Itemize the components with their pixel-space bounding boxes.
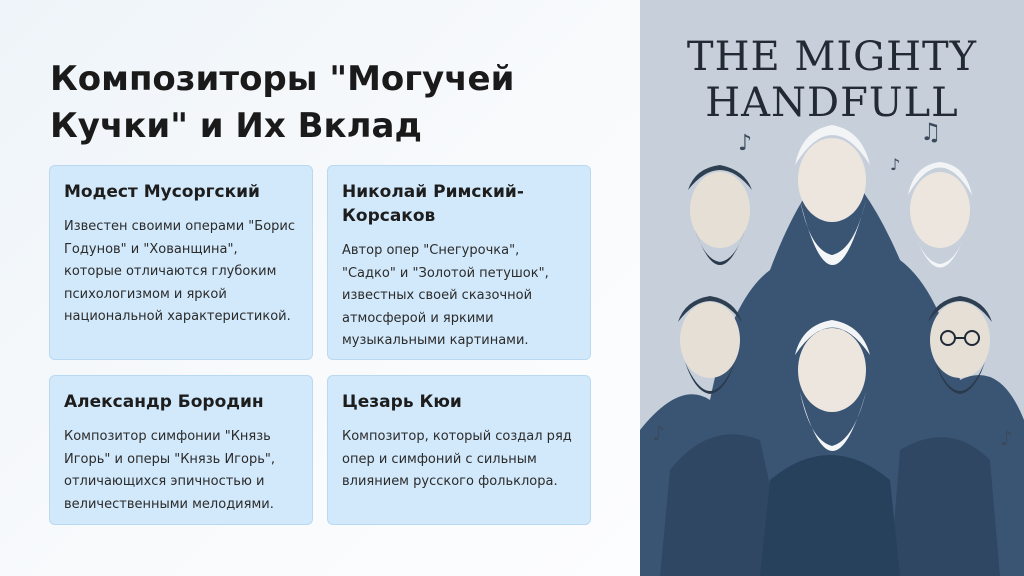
svg-text:♪: ♪	[890, 155, 901, 174]
composer-name: Цезарь Кюи	[342, 392, 462, 412]
composer-description: Композитор, который создал ряд опер и симфоний с сильным влиянием русского фольклора.	[342, 429, 572, 489]
composer-card-cui	[327, 375, 591, 525]
composer-description: Известен своими операми "Борис Годунов" и "Хованщина", которые отличаются глубоким психологизмом и яркой национальной характеристикой.	[64, 219, 296, 324]
composer-description: Автор опер "Снегурочка", "Садко" и "Золотой петушок", известных своей сказочной атмосферой и яркими музыкальными картинами.	[342, 243, 549, 348]
composer-name: Александр Бородин	[64, 392, 264, 412]
composer-name: Николай Римский-Корсаков	[342, 182, 524, 226]
composer-name: Модест Мусоргский	[64, 182, 260, 202]
svg-text:♪: ♪	[652, 421, 665, 445]
svg-text:♪: ♪	[1000, 426, 1013, 450]
composer-card-rimsky-korsakov	[327, 165, 591, 360]
poster-title-line2: HANDFULL	[705, 80, 959, 126]
composer-card-borodin	[49, 375, 313, 525]
svg-text:♫: ♫	[920, 118, 942, 146]
slide-title: Композиторы "Могучей Кучки" и Их Вклад	[50, 59, 515, 146]
poster-image	[640, 0, 1024, 576]
svg-text:♪: ♪	[738, 131, 753, 156]
poster-title-line1: THE MIGHTY	[686, 34, 978, 80]
composer-card-mussorgsky	[49, 165, 313, 360]
composer-description: Композитор симфонии "Князь Игорь" и оперы "Князь Игорь", отличающихся эпичностью и величественными мелодиями.	[64, 429, 275, 512]
